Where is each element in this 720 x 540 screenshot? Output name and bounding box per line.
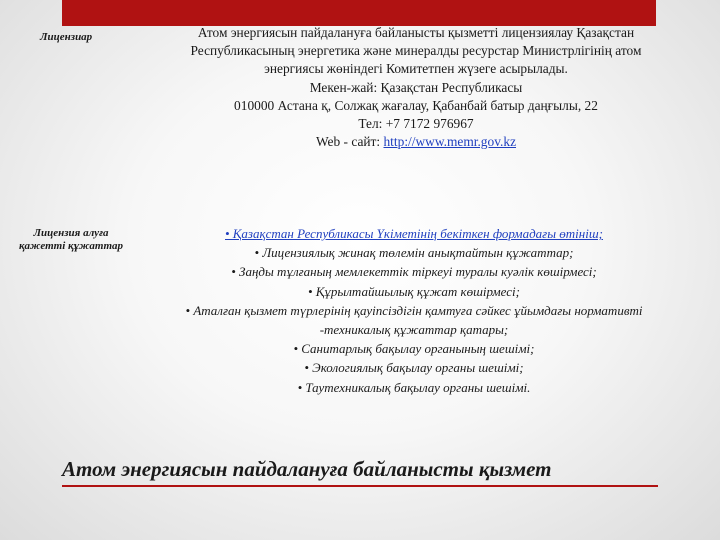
required-docs-label: Лицензия алуға қажетті құжаттар xyxy=(18,227,124,252)
street-line: 010000 Астана қ, Солжақ жағалау, Қабанбай батыр даңғылы, 22 xyxy=(234,97,598,113)
document-item: • Заңды тұлғаның мемлекеттік тіркеуі туралы куәлік көшірмесі; xyxy=(231,264,597,280)
slide-title: Атом энергиясын пайдалануға байланысты қызмет xyxy=(62,457,552,481)
address-line: Мекен-жай: Қазақстан Республикасы xyxy=(309,79,523,95)
footer-underline xyxy=(62,485,658,487)
document-item: • Экологиялық бақылау органы шешімі; xyxy=(304,360,524,376)
top-accent-bar xyxy=(62,0,656,26)
document-item: • Таутехникалық бақылау органы шешімі. xyxy=(297,379,531,395)
info-line-3: энергиясы жөніндегі Комитетпен жүзеге асырылады. xyxy=(264,61,568,77)
website-link[interactable]: http://www.memr.gov.kz xyxy=(383,134,517,150)
phone-line: Тел: +7 7172 976967 xyxy=(358,116,474,132)
document-item: • Санитарлық бақылау органының шешімі; xyxy=(293,341,535,357)
info-line-2: Республикасының энергетика және минералды ресурстар Министрлігінің атом xyxy=(190,43,642,59)
web-label: Web - сайт: xyxy=(315,134,384,150)
document-item: • Құрылтайшылық құжат көшірмесі; xyxy=(308,283,520,299)
web-line xyxy=(138,133,694,151)
document-item: • Лицензиялық жинақ төлемін анықтайтын құжаттар; xyxy=(254,245,574,261)
info-line-1: Атом энергиясын пайдалануға байланысты қызметті лицензиялау Қазақстан xyxy=(197,25,635,40)
document-item: -техникалық құжаттар қатары; xyxy=(319,322,509,338)
document-item-application-link[interactable]: • Қазақстан Республикасы Үкіметінің бекіткен формадағы өтініш; xyxy=(225,226,603,241)
documents-list xyxy=(132,224,696,397)
document-item: • Аталған қызмет түрлерінің қауіпсіздігін қамтуға сәйкес ұйымдағы нормативті xyxy=(185,302,643,318)
licensor-info xyxy=(138,24,694,151)
licensor-label: Лицензиар xyxy=(40,31,93,43)
